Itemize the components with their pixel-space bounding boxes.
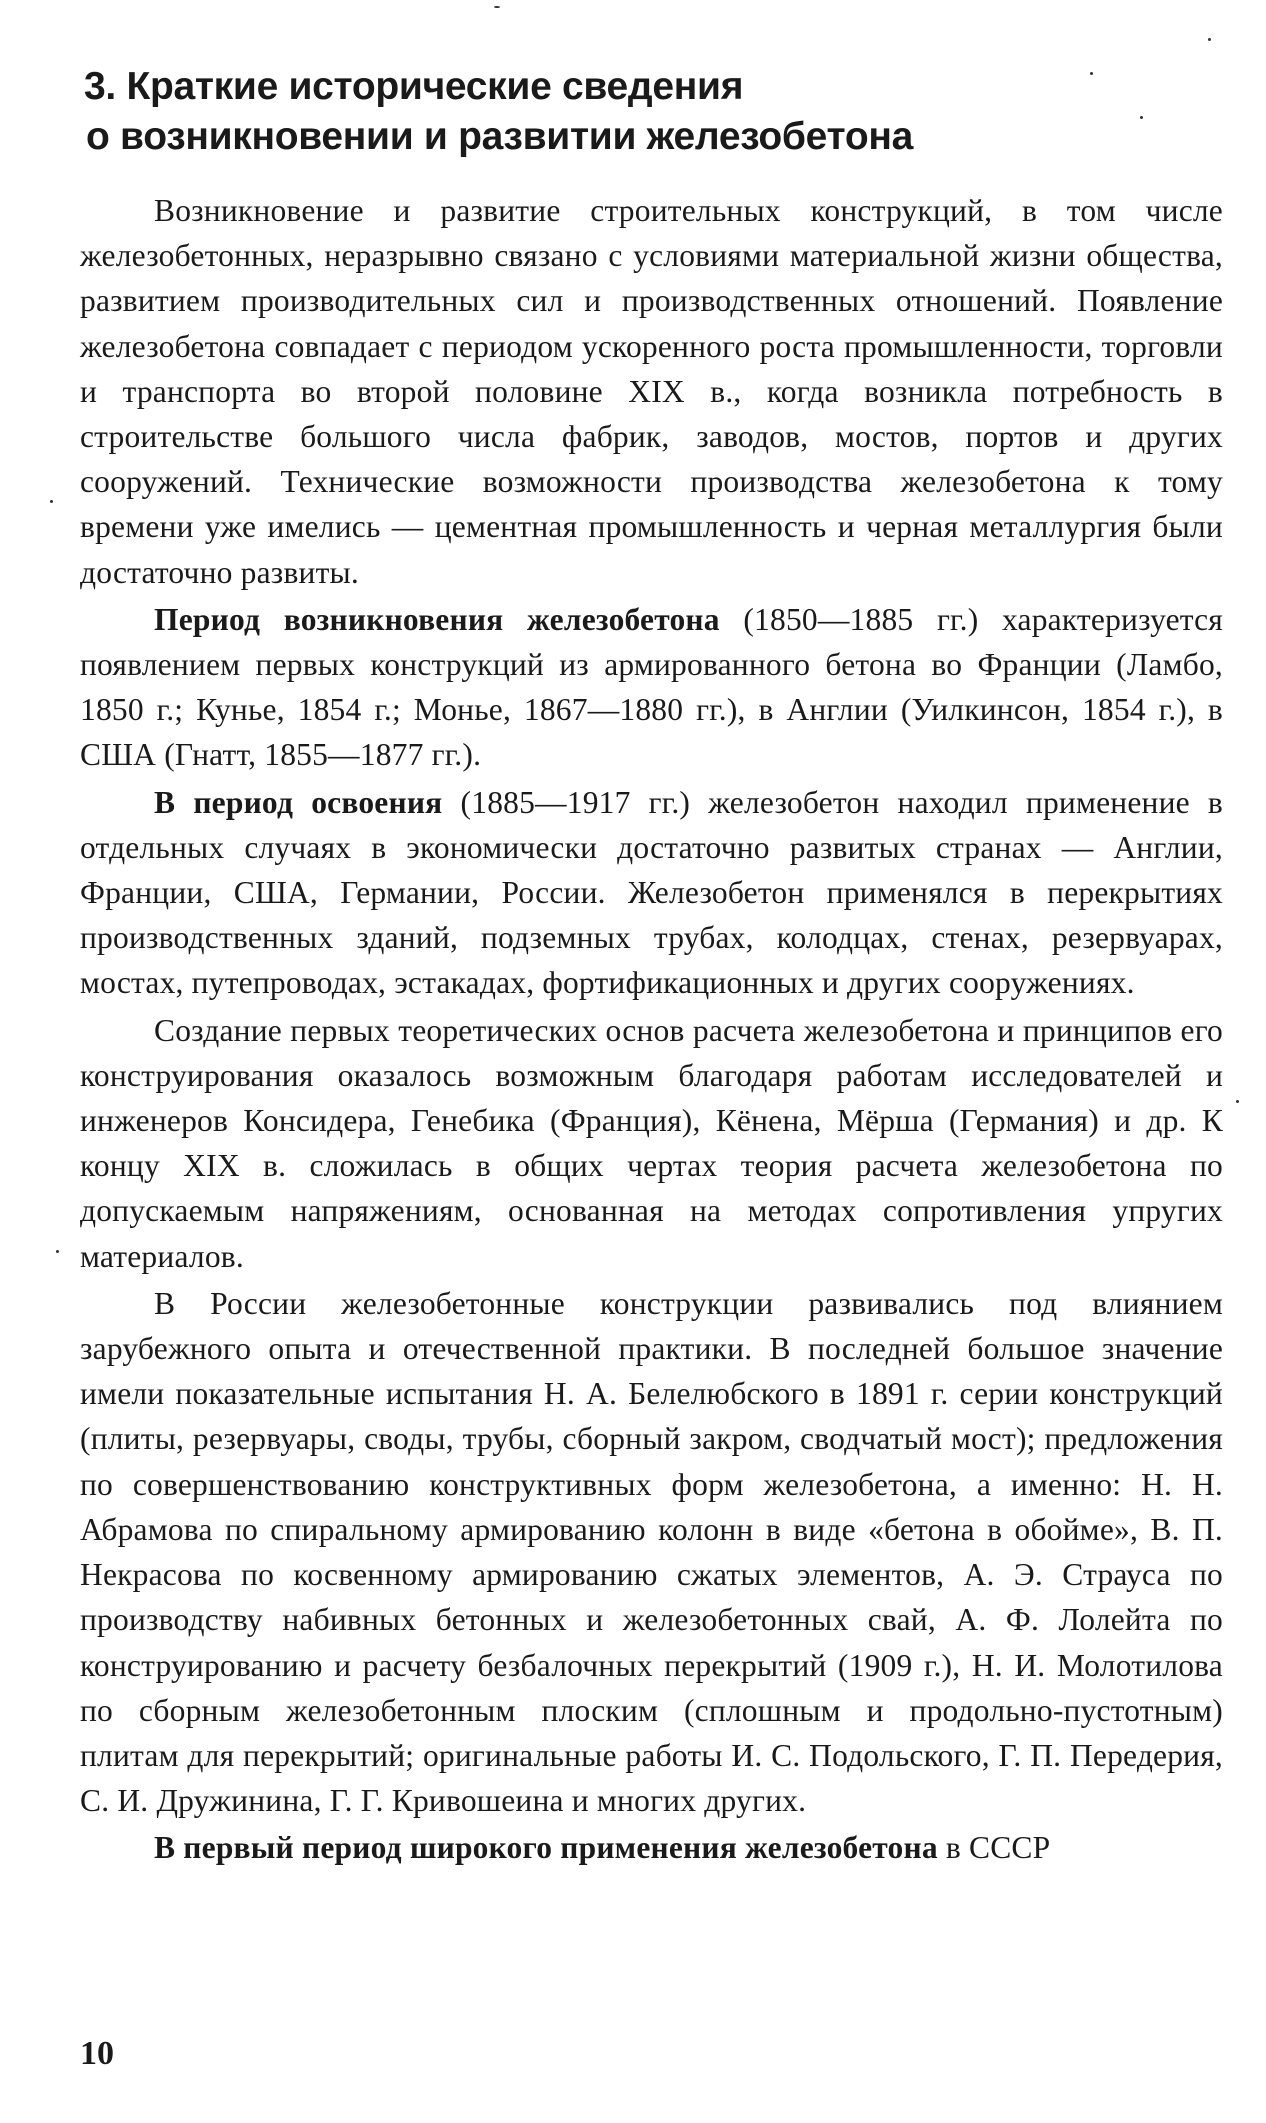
paragraph-6-text: в СССР	[937, 1830, 1051, 1866]
body-text	[80, 188, 1223, 1873]
paragraph-2	[80, 597, 1223, 778]
section-heading-line-1: 3. Краткие исторические сведения	[84, 65, 744, 108]
paragraph-1	[80, 188, 1223, 595]
scan-speck	[56, 1250, 59, 1253]
scan-speck	[1236, 1100, 1239, 1103]
paragraph-2-text: (1850—1885 гг.) характеризуется появлением первых конструкций из армированного бетона во Франции (Ламбо, 1850 г.; Кунье, 1854 г.; Монье, 1867—1880 гг.), в Англии (Уилкинсон, 1854 г.), в США (Гнатт, 1855—1877 гг.).	[80, 601, 1223, 773]
paragraph-4-text: Создание первых теоретических основ расчета железобетона и принципов его конструирования оказалось возможным благодаря работам исследователей и инженеров Консидера, Генебика (Франция), Кёнена, Мёрша (Германия) и др. К концу XIX в. сложилась в общих чертах теория расчета железобетона по допускаемым напряжениям, основанная на методах сопротивления упругих материалов.	[80, 1012, 1223, 1274]
scan-speck	[1090, 72, 1093, 75]
scan-speck	[1140, 116, 1143, 119]
scan-speck	[50, 500, 53, 503]
paragraph-3	[80, 780, 1223, 1006]
paragraph-2-lead: Период возникновения железобетона	[154, 601, 720, 637]
scan-speck	[1208, 38, 1211, 41]
paragraph-5-text: В России железобетонные конструкции развивались под влиянием зарубежного опыта и отечественной практики. В последней большое значение имели показательные испытания Н. А. Белелюбского в 1891 г. серии конструкций (плиты, резервуары, своды, трубы, сборный закром, сводчатый мост); предложения по совершенствованию конструктивных форм железобетона, а именно: Н. Н. Абрамова по спиральному армированию колонн в виде «бетона в обойме», В. П. Некрасова по косвенному армированию сжатых элементов, А. Э. Страуса по производству набивных бетонных и железобетонных свай, А. Ф. Лолейта по конструированию и расчету безбалочных перекрытий (1909 г.), Н. И. Молотилова по сборным железобетонным плоским (сплошным и продольно-пустотным) плитам для перекрытий; оригинальные работы И. С. Подольского, Г. П. Передерия, С. И. Дружинина, Г. Г. Кривошеина и многих других.	[80, 1285, 1223, 1819]
paragraph-6	[80, 1825, 1223, 1870]
page-number: 10	[80, 2035, 114, 2072]
paragraph-3-lead: В период освоения	[154, 784, 443, 820]
paragraph-6-lead: В первый период широкого применения железобетона	[154, 1830, 938, 1866]
paragraph-3-text: (1885—1917 гг.) железобетон находил применение в отдельных случаях в экономически достаточно развитых странах — Англии, Франции, США, Германии, России. Железобетон применялся в перекрытиях производственных зданий, подземных трубах, колодцах, стенах, резервуарах, мостах, путепроводах, эстакадах, фортификационных и других сооружениях.	[80, 784, 1223, 1001]
paragraph-5	[80, 1281, 1223, 1823]
paragraph-1-text: Возникновение и развитие строительных конструкций, в том числе железобетонных, неразрывно связано с условиями материальной жизни общества, развитием производительных сил и производственных отношений. Появление железобетона совпадает с периодом ускоренного роста промышленности, торговли и транспорта во второй половине XIX в., когда возникла потребность в строительстве большого числа фабрик, заводов, мостов, портов и других сооружений. Технические возможности производства железобетона к тому времени уже имелись — цементная промышленность и черная металлургия были достаточно развиты.	[80, 193, 1223, 590]
paragraph-4	[80, 1008, 1223, 1279]
scan-speck	[494, 6, 500, 8]
section-heading	[84, 62, 1084, 162]
section-heading-line-2: о возникновении и развитии железобетона	[86, 115, 913, 158]
